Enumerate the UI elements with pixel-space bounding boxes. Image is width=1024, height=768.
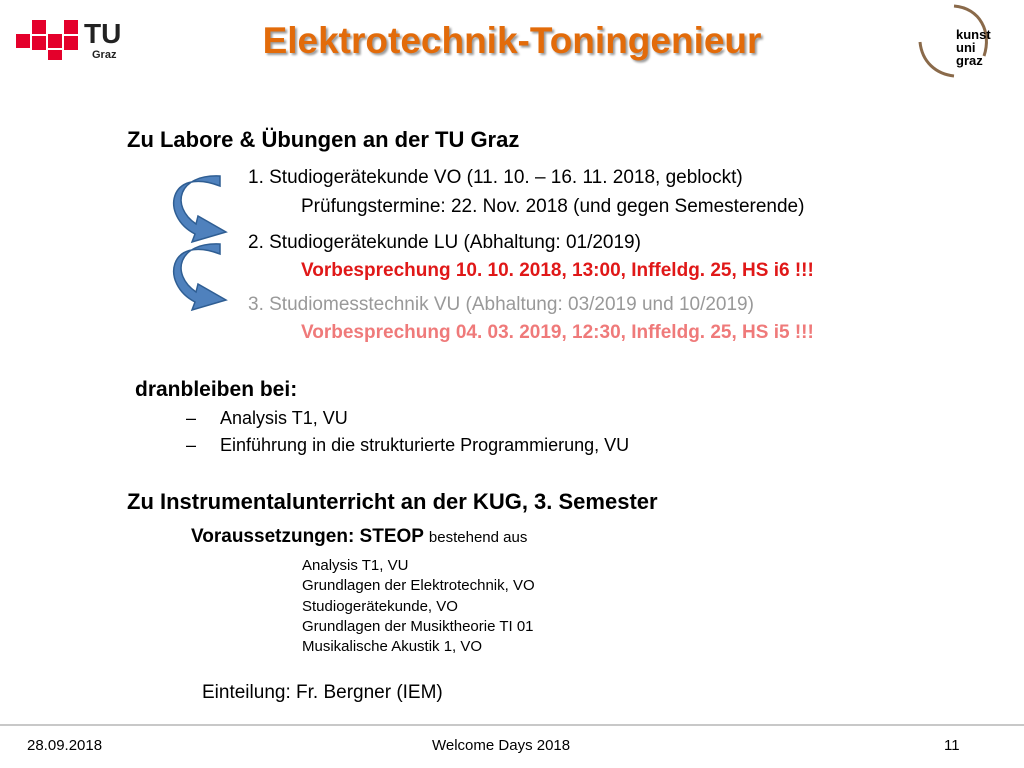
section1-heading: Zu Labore & Übungen an der TU Graz	[127, 127, 520, 152]
course-item: Studiogerätekunde, VO	[302, 598, 458, 615]
kug-logo	[910, 4, 1000, 80]
list-item	[186, 435, 629, 456]
list-item-text: Analysis T1, VU	[220, 408, 348, 428]
course-item: Grundlagen der Musiktheorie TI 01	[302, 618, 534, 635]
list-item	[186, 408, 348, 429]
prereq-suffix: bestehend aus	[428, 529, 528, 546]
course-item: Musikalische Akustik 1, VO	[302, 638, 483, 655]
course-item: Grundlagen der Elektrotechnik, VO	[302, 577, 535, 594]
slide-title: Elektrotechnik-Toningenieur	[262, 20, 762, 61]
prerequisites	[191, 526, 527, 548]
item3-line1: 3. Studiomesstechnik VU (Abhaltung: 03/2019 und 10/2019)	[248, 294, 754, 315]
assignment-text: Einteilung: Fr. Bergner (IEM)	[202, 682, 443, 703]
course-item: Analysis T1, VU	[302, 557, 409, 574]
kug-logo-line3: graz	[956, 53, 983, 68]
tu-logo-text: TU	[84, 18, 122, 49]
item2-line1: 2. Studiogerätekunde LU (Abhaltung: 01/2019)	[248, 232, 641, 253]
item1-line2: Prüfungstermine: 22. Nov. 2018 (und gegen Semesterende)	[301, 196, 805, 217]
item1-line1: 1. Studiogerätekunde VO (11. 10. – 16. 11. 2018, geblockt)	[248, 167, 743, 188]
dash-bullet: –	[186, 408, 197, 428]
curved-arrow-icon	[168, 172, 230, 244]
list-item-text: Einführung in die strukturierte Programmierung, VU	[220, 435, 630, 455]
dash-bullet: –	[186, 435, 197, 455]
item2-line2: Vorbesprechung 10. 10. 2018, 13:00, Inffeldg. 25, HS i6 !!!	[301, 260, 814, 281]
section3-heading: Zu Instrumentalunterricht an der KUG, 3. Semester	[127, 489, 658, 514]
footer-event: Welcome Days 2018	[432, 737, 571, 754]
item3-line2: Vorbesprechung 04. 03. 2019, 12:30, Inffeldg. 25, HS i5 !!!	[301, 322, 814, 343]
kug-logo-arc-icon	[910, 4, 1000, 80]
footer-date: 28.09.2018	[27, 737, 103, 754]
kug-logo-line1: kunst	[956, 27, 991, 42]
curved-arrow-icon	[168, 240, 230, 312]
tu-logo-subtext: Graz	[92, 49, 117, 61]
kug-logo-line2: uni	[956, 40, 976, 55]
footer-divider	[0, 724, 1024, 726]
footer-page-number: 11	[944, 737, 960, 754]
prereq-label: Voraussetzungen: STEOP	[191, 526, 424, 547]
section2-heading: dranbleiben bei:	[135, 378, 298, 401]
